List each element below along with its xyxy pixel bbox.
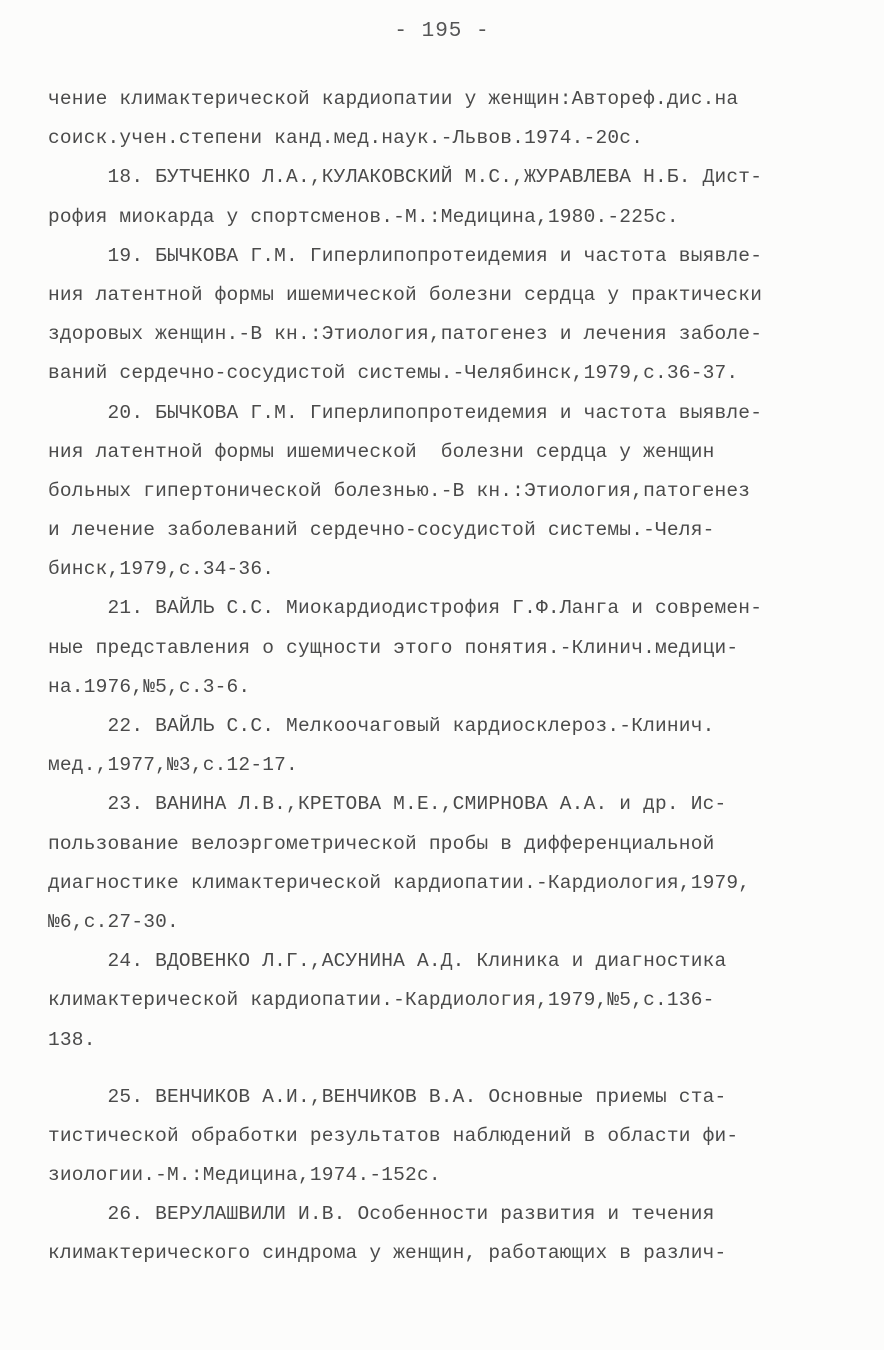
text-line: 20. БЫЧКОВА Г.М. Гиперлипопротеидемия и частота выявле- [48,401,763,424]
text-line: 25. ВЕНЧИКОВ А.И.,ВЕНЧИКОВ В.А. Основные приемы ста- [48,1085,727,1108]
text-line: здоровых женщин.-В кн.:Этиология,патогенез и лечения заболе- [48,323,763,346]
text-line: рофия миокарда у спортсменов.-М.:Медицина,1980.-225с. [48,205,679,228]
text-line: ваний сердечно-сосудистой системы.-Челябинск,1979,с.36-37. [48,362,739,385]
text-line: климактерической кардиопатии.-Кардиология,1979,№5,с.136- [48,989,715,1012]
text-line: диагностике климактерической кардиопатии.-Кардиология,1979, [48,871,751,894]
text-line: мед.,1977,№3,с.12-17. [48,754,298,777]
text-line: 24. ВДОВЕНКО Л.Г.,АСУНИНА А.Д. Клиника и диагностика [48,950,727,973]
reference-list [48,80,848,1274]
text-line: и лечение заболеваний сердечно-сосудистой системы.-Челя- [48,519,715,542]
text-line: 19. БЫЧКОВА Г.М. Гиперлипопротеидемия и частота выявле- [48,244,763,267]
text-line: 23. ВАНИНА Л.В.,КРЕТОВА М.Е.,СМИРНОВА А.А. и др. Ис- [48,793,727,816]
text-line: тистической обработки результатов наблюдений в области фи- [48,1124,739,1147]
text-line: ния латентной формы ишемической болезни сердца у женщин [48,440,715,463]
text-line: чение климактерической кардиопатии у женщин:Автореф.дис.на [48,88,739,110]
text-line: №6,с.27-30. [48,910,179,933]
text-line: на.1976,№5,с.3-6. [48,675,251,698]
text-line: бинск,1979,с.34-36. [48,558,275,581]
text-line: зиологии.-М.:Медицина,1974.-152с. [48,1164,441,1187]
text-line: 138. [48,1028,96,1051]
text-line: ния латентной формы ишемической болезни сердца у практически [48,283,763,306]
text-line: ные представления о сущности этого понятия.-Клинич.медици- [48,636,739,659]
text-line: 26. ВЕРУЛАШВИЛИ И.В. Особенности развития и течения [48,1203,715,1226]
text-line: больных гипертонической болезнью.-В кн.:Этиология,патогенез [48,479,751,502]
text-line: пользование велоэргометрической пробы в дифференциальной [48,832,715,855]
text-line: 22. ВАЙЛЬ С.С. Мелкоочаговый кардиосклероз.-Клинич. [48,715,715,737]
page-number: - 195 - [394,20,490,43]
text-line: 18. БУТЧЕНКО Л.А.,КУЛАКОВСКИЙ М.С.,ЖУРАВЛЕВА Н.Б. Дист- [48,166,763,189]
text-line: 21. ВАЙЛЬ С.С. Миокардиодистрофия Г.Ф.Ланга и современ- [48,597,763,620]
text-line: соиск.учен.степени канд.мед.наук.-Львов.1974.-20с. [48,127,644,150]
text-line: климактерического синдрома у женщин, работающих в различ- [48,1242,727,1265]
paragraph-gap [48,1060,848,1078]
